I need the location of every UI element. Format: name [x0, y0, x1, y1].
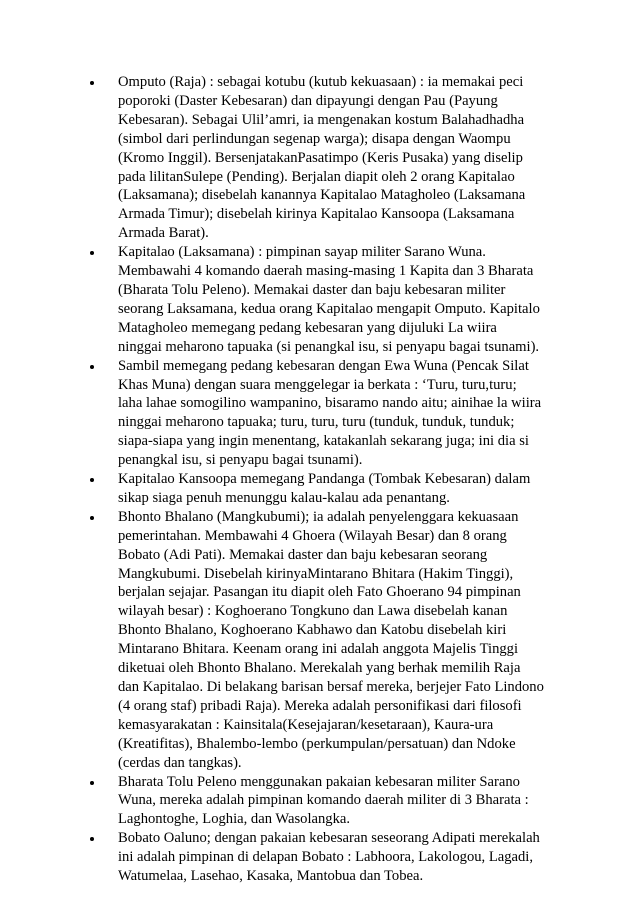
list-item-text: Kapitalao Kansoopa memegang Pandanga (Tombak Kebesaran) dalam sikap siaga penuh menunggu kalau-kalau ada penantang.: [118, 471, 531, 506]
list-item-text: Omputo (Raja) : sebagai kotubu (kutub kekuasaan) : ia memakai peci poporoki (Daster Kebesaran) dan dipayungi dengan Pau (Payung Kebesaran). Sebagai Ulil’amri, ia mengenakan kostum Balahadhadha (simbol dari perlindungan segenap warga); disapa dengan Waompu (Kromo Inggil). BersenjatakanPasatimpo (Keris Pusaka) yang diselip pada lilitanSulepe (Pending). Berjalan diapit oleh 2 orang Kapitalao (Laksamana); disebelah kanannya Kapitalao Matagholeo (Laksamana Armada Timur); disebelah kirinya Kapitalao Kansoopa (Laksamana Armada Barat).: [118, 74, 526, 242]
bullet-icon: [90, 516, 94, 520]
list-item: [90, 773, 544, 830]
list-item-text: Bhonto Bhalano (Mangkubumi); ia adalah penyelenggara kekuasaan pemerintahan. Membawahi 4 Ghoera (Wilayah Besar) dan 8 orang Bobato (Adi Pati). Memakai daster dan baju kebesaran seorang Mangkubumi. Disebelah kirinyaMintarano Bhitara (Hakim Tinggi), berjalan sejajar. Pasangan itu diapit oleh Fato Ghoerano 94 pimpinan wilayah besar) : Koghoerano Tongkuno dan Lawa disebelah kanan Bhonto Bhalano, Koghoerano Kabhawo dan Katobu disebelah kiri Mintarano Bhitara. Keenam orang ini adalah anggota Majelis Tinggi diketuai oleh Bhonto Bhalano. Merekalah yang berhak memilih Raja dan Kapitalao. Di belakang barisan bersaf mereka, berjejer Fato Lindono (4 orang staf) pribadi Raja). Mereka adalah personifikasi dari filosofi kemasyarakatan : Kainsitala(Kesejajaran/kesetaraan), Kaura-ura (Kreatifitas), Bhalembo-lembo (perkumpulan/persatuan) dan Ndoke (cerdas dan tangkas).: [118, 508, 544, 771]
bullet-list: [90, 73, 544, 886]
list-item: [90, 508, 544, 773]
list-item: [90, 829, 544, 886]
bullet-icon: [90, 478, 94, 482]
list-item: [90, 243, 544, 356]
list-item-text: Bobato Oaluno; dengan pakaian kebesaran seseorang Adipati merekalah ini adalah pimpinan di delapan Bobato : Labhoora, Lakologou, Lagadi, Watumelaa, Lasehao, Kasaka, Mantobua dan Tobea.: [118, 830, 540, 885]
bullet-icon: [90, 81, 94, 85]
bullet-icon: [90, 781, 94, 785]
bullet-icon: [90, 365, 94, 369]
list-item: [90, 470, 544, 508]
list-item-text: Kapitalao (Laksamana) : pimpinan sayap militer Sarano Wuna. Membawahi 4 komando daerah masing-masing 1 Kapita dan 3 Bharata (Bharata Tolu Peleno). Memakai daster dan baju kebesaran militer seorang Laksamana, kedua orang Kapitalao mengapit Omputo. Kapitalo Matagholeo memegang pedang kebesaran yang dijuluki La wiira ninggai meharono tapuaka (si penangkal isu, si penyapu bagai tsunami).: [118, 244, 540, 355]
list-item: [90, 73, 544, 243]
list-item-text: Sambil memegang pedang kebesaran dengan Ewa Wuna (Pencak Silat Khas Muna) dengan suara menggelegar ia berkata : ‘Turu, turu,turu; laha lahae somogilino wampanino, bisaramo nando aitu; ainihae la wiira ninggai meharono tapuaka; turu, turu, turu (tunduk, tunduk, tunduk; siapa-siapa yang ingin menentang, katakanlah sekarang juga; ini dia si penangkal isu, si penyapu bagai tsunami).: [118, 357, 542, 469]
list-item: [90, 357, 544, 470]
list-item-text: Bharata Tolu Peleno menggunakan pakaian kebesaran militer Sarano Wuna, mereka adalah pimpinan komando daerah militer di 3 Bharata : Laghontoghe, Loghia, dan Wasolangka.: [118, 773, 529, 828]
bullet-icon: [90, 837, 94, 841]
bullet-icon: [90, 251, 94, 255]
